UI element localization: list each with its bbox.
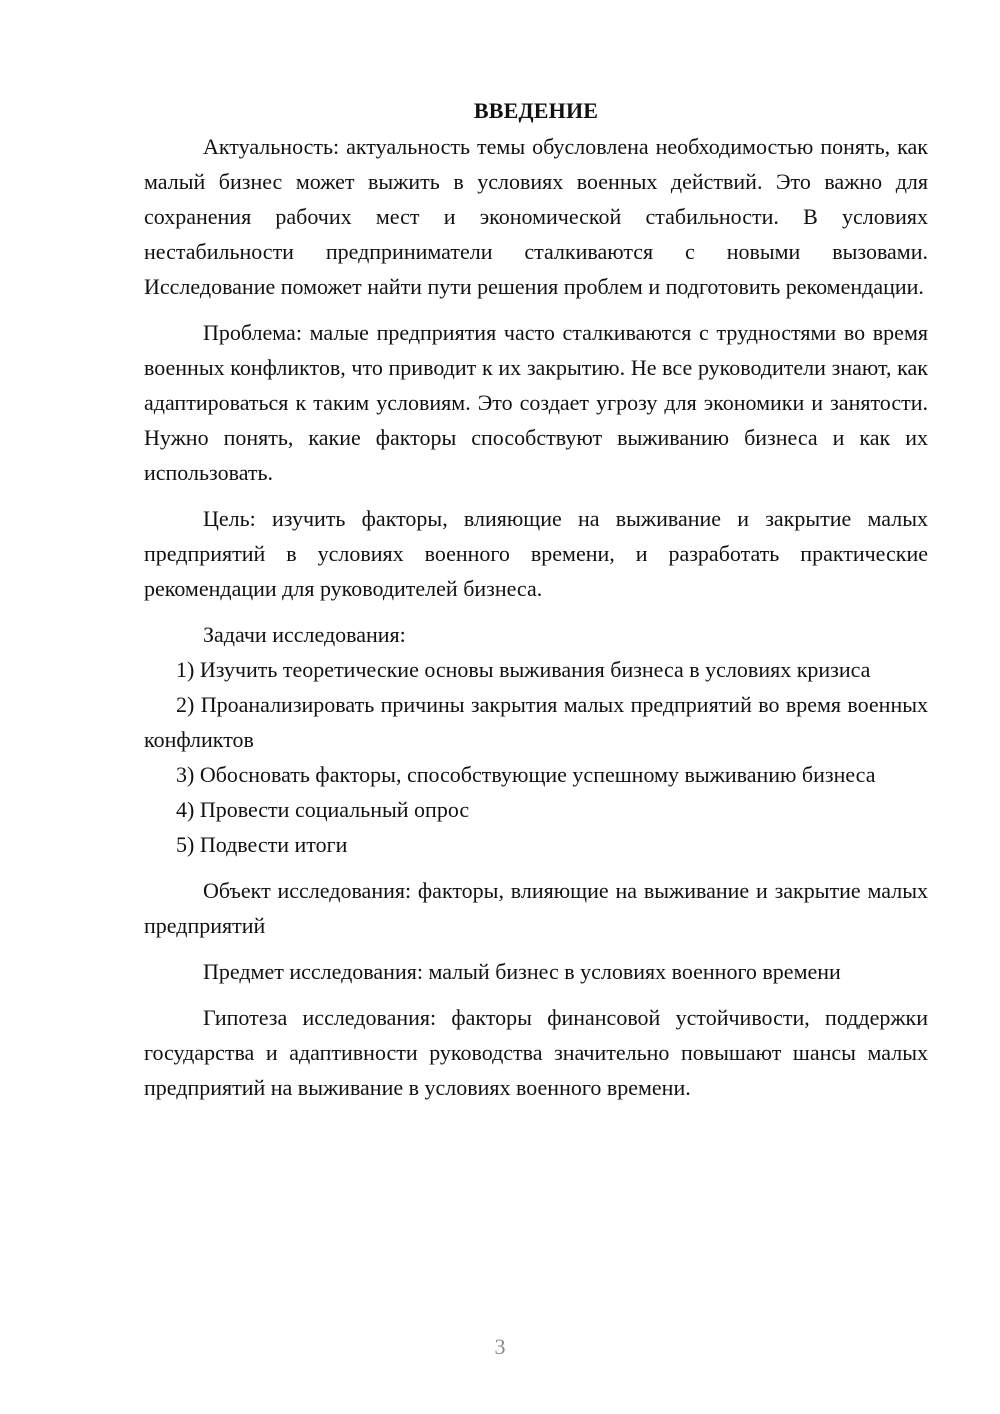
tasks-heading: Задачи исследования:	[203, 622, 406, 647]
problem-paragraph: Проблема: малые предприятия часто сталкиваются с трудностями во время военных конфликтов, что приводит к их закрытию. Не все руководители знают, как адаптироваться к таким условиям. Это создает угрозу для экономики и занятости. Нужно понять, какие факторы способствуют выживанию бизнеса и как их использовать.	[144, 320, 928, 485]
task-item-4: 4) Провести социальный опрос	[176, 797, 470, 822]
goal-paragraph: Цель: изучить факторы, влияющие на выживание и закрытие малых предприятий в условиях военного времени, и разработать практические рекомендации для руководителей бизнеса.	[144, 506, 928, 601]
page-number: 3	[494, 1334, 506, 1359]
tasks-list	[144, 652, 928, 862]
object-paragraph: Объект исследования: факторы, влияющие на выживание и закрытие малых предприятий	[144, 878, 928, 938]
task-item-1: 1) Изучить теоретические основы выживания бизнеса в условиях кризиса	[176, 657, 871, 682]
relevance-paragraph: Актуальность: актуальность темы обусловлена необходимостью понять, как малый бизнес может выжить в условиях военных действий. Это важно для сохранения рабочих мест и экономической стабильности. В условиях нестабильности предприниматели сталкиваются с новыми вызовами. Исследование поможет найти пути решения проблем и подготовить рекомендации.	[144, 134, 928, 299]
hypothesis-paragraph: Гипотеза исследования: факторы финансовой устойчивости, поддержки государства и адаптивности руководства значительно повышают шансы малых предприятий на выживание в условиях военного времени.	[144, 1005, 928, 1100]
task-item-3: 3) Обосновать факторы, способствующие успешному выживанию бизнеса	[176, 762, 876, 787]
task-item-2: 2) Проанализировать причины закрытия малых предприятий во время военных конфликтов	[144, 692, 928, 752]
subject-paragraph: Предмет исследования: малый бизнес в условиях военного времени	[203, 959, 841, 984]
task-item-5: 5) Подвести итоги	[176, 832, 348, 857]
document-page	[144, 93, 928, 1105]
section-title: ВВЕДЕНИЕ	[473, 98, 599, 123]
